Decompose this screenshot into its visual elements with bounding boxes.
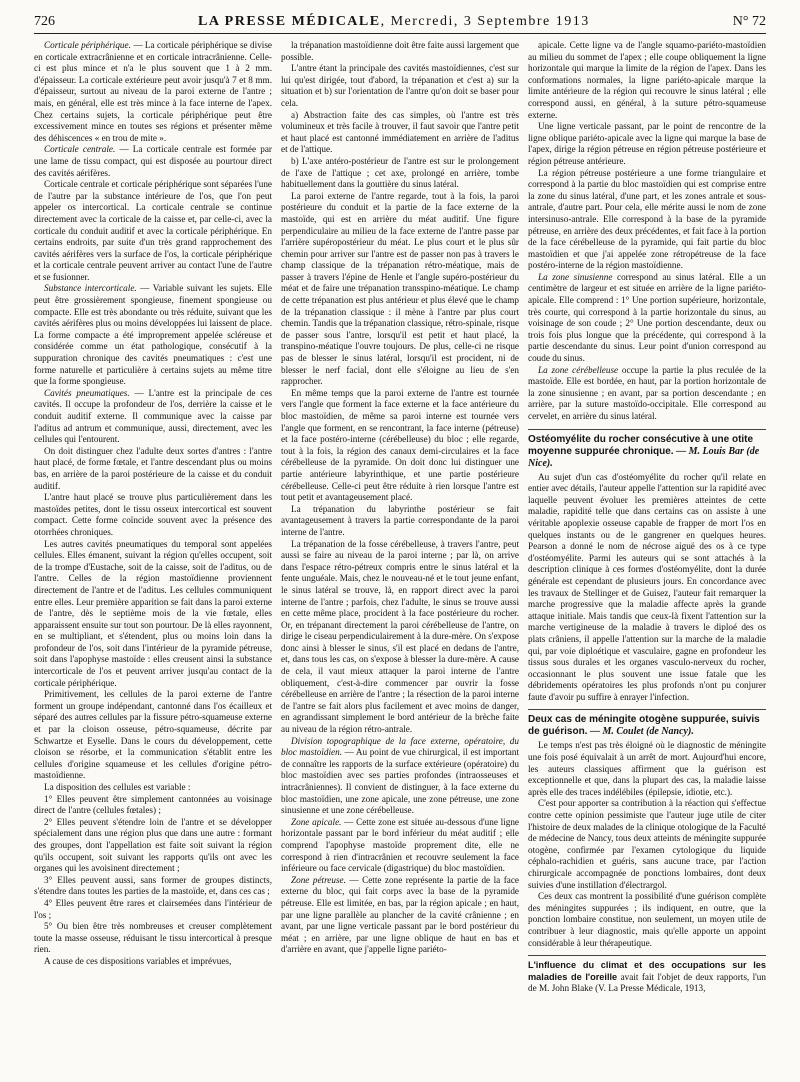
paragraph-text: Une ligne verticale passant, par le point de rencontre de la ligne oblique pariéto-apicale avec la ligne qui marque la base de l'apex, dirige la région pétreuse en région pétreuse postérieure et région pétreuse antérieure. bbox=[528, 121, 766, 166]
paragraph-text: Corticale centrale et corticale périphérique sont séparées l'une de l'autre par la substance intérieure de l'os, que l'on peut appeler os intercortical. La corticale centrale se continue directement avec la corticale de la caisse et, par celle-ci, avec la corticale du conduit auditif et avec la corticale périphérique. En certains endroits, par suite d'un très grand rapprochement des cavités aérifères vers la surface de l'os, la corticale périphérique et la corticale centrale peuvent arriver au contact l'une de l'autre et se fusionner. bbox=[34, 179, 272, 282]
paragraph-text: En même temps que la paroi externe de l'antre est tournée vers l'angle que forment la face externe et la face antérieure du bloc mastoïdien, de même sa paroi interne est tournée vers l'angle que forment, en se rencontrant, la face interne (pétreuse) et la face postéro-interne (cérébelleuse) du bloc ; elle regarde, tout à la fois, la région des canaux demi-circulaires et la face cérébelleuse de la pyramide. On doit donc lui distinguer une partie antérieure labyrinthique, et une partie postérieure cérébelleuse. Celle-ci peut être réduite à rien lorsque l'antre est tout petit et avantageusement placé. bbox=[281, 387, 519, 503]
paragraph-text: 3° Elles peuvent aussi, sans former de groupes distincts, s'étendre dans toutes les parties de la mastoïde, et, dans ces cas ; bbox=[34, 874, 272, 897]
paragraph bbox=[34, 782, 272, 794]
paragraph-text: b) L'axe antéro-postérieur de l'antre est sur le prolongement de l'axe de l'attique ; cet axe, prolongé en arrière, tombe habituellement dans la gouttière du sinus latéral. bbox=[281, 155, 519, 190]
paragraph-text: — La corticale centrale est formée par une lame de tissu compact, qui est disposée au pourtour direct des cavités aérifères. bbox=[34, 144, 272, 178]
paragraph bbox=[34, 388, 272, 446]
paragraph bbox=[281, 817, 519, 875]
paragraph bbox=[281, 736, 519, 817]
paragraph: C'est pour apporter sa contribution à la réaction qui s'effectue contre cette opinion pessimiste que l'auteur juge utile de citer l'histoire de deux malades de la clinique otologique de la Faculté de médecine de Nancy, tous deux atteints de méningite suppurée otogène, confirmée par l'examen cytologique du liquide céphalo-rachidien et guéris, sans aucune trace, par l'action chirurgicale accompagnée de ponctions lombaires, dont deux suivies d'une instillation d'électrargol. bbox=[528, 798, 766, 890]
paragraph bbox=[528, 40, 766, 121]
paragraph bbox=[281, 504, 519, 539]
paragraph bbox=[281, 110, 519, 156]
paragraph bbox=[281, 191, 519, 388]
publication-name: LA PRESSE MÉDICALE bbox=[198, 14, 381, 29]
paragraph bbox=[281, 875, 519, 956]
paragraph bbox=[34, 492, 272, 538]
paragraph bbox=[34, 794, 272, 817]
paragraph bbox=[281, 40, 519, 63]
paragraph-text: — Au point de vue chirurgical, il est important de connaître les rapports de la surface extérieure (opératoire) du bloc mastoïdien avec ses parties profondes (intraosseuses et intracrâniennes). Il convient de distinguer, à la face externe du bloc mastoïdien, une zone apicale, une zone pétreuse, une zone sinusienne et une zone cérébelleuse. bbox=[281, 747, 519, 816]
paragraph bbox=[34, 817, 272, 875]
paragraph-text: Les autres cavités pneumatiques du temporal sont appelées cellules. Elles émanent, suivant la région qu'elles occupent, soit de la trompe d'Eustache, soit de la caisse, soit de l'aditus, ou de l'antre. Celles de la région mastoïdienne proviennent directement de l'antre et de l'aditus. Les cellules communiquent entre elles. Leur première apparition se fait dans la paroi externe de l'antre, dès le septième mois de la vie fœtale, elles apparaissent ensuite sur tout son pourtour. De là elles rayonnent, en se multipliant, et s'étendent, plus ou moins loin dans la profondeur de l'os, soit dans l'intérieur de la pyramide pétreuse, soit dans l'apophyse mastoïde : elles creusent ainsi la substance intercorticale de l'os et peuvent arriver jusqu'au contact de la corticale périphérique. bbox=[34, 538, 272, 688]
paragraph-text: occupe la partie la plus reculée de la mastoïde. Elle est bordée, en haut, par la portion horizontale de la zone sinusienne ; en avant, par sa portion descendante ; en arrière, par la suture mastoïdo-occipitale. Elle correspond au cervelet, en arrière du sinus latéral. bbox=[528, 364, 766, 421]
paragraph-text: — La corticale périphérique se divise en corticale extracrânienne et en corticale intracrânienne. Celle-ci est plus mince et n'a le plus souvent que 1 à 2 mm. d'épaisseur. La corticale extérieure peut avoir jusqu'à 7 et 8 mm. d'épaisseur, surtout au niveau de la paroi externe de l'antre ; mais, en général, elle est très mince à la face interne de l'apex. Chez certains sujets, la corticale périphérique peut être excessivement mince en toutes ses régions et présenter même des déhiscences « en trou de mite ». bbox=[34, 40, 272, 143]
paragraph-text: 2° Elles peuvent s'étendre loin de l'antre et se développer spécialement dans une région plus que dans une autre : formant des groupes, dont l'appellation est faite soit suivant la région qu'ils occupent, soit suivant les rapports qu'ils ont avec les organes qui les avoisinent directement ; bbox=[34, 816, 272, 874]
paragraph-lead: Cavités pneumatiques. bbox=[44, 387, 130, 398]
paragraph-text: correspond au sinus latéral. Elle a un centimètre de largeur et est située en arrière de la ligne pariéto-apicale. Elle comprend : 1° Une portion supérieure, horizontale, très courte, qui correspond à la partie horizontale du sinus, au voisinage de son coude ; 2° Une portion descendante, deux ou trois fois plus longue que la précédente, qui correspond à la partie descendante du sinus. Leur point d'union correspond au coude du sinus. bbox=[528, 271, 766, 364]
paragraph-text: a) Abstraction faite des cas simples, où l'antre est très volumineux et très facile à trouver, il faut savoir que l'antre petit et haut placé est cantonné immédiatement en arrière de l'aditus et de l'attique. bbox=[281, 109, 519, 155]
paragraph-lead: Corticale centrale. bbox=[44, 144, 116, 155]
paragraph-lead: Substance intercorticale. bbox=[44, 283, 137, 294]
paragraph-lead: La zone sinusienne bbox=[538, 271, 613, 282]
paragraph-text: la trépanation mastoïdienne doit être faite aussi largement que possible. bbox=[281, 40, 519, 62]
text-columns bbox=[34, 40, 766, 1080]
issue-date: Mercredi, 3 Septembre 1913 bbox=[390, 14, 590, 29]
paragraph-text: — Variable suivant les sujets. Elle peut être grossièrement spongieuse, finement spongieuse ou compacte. Elle est très abondante ou très réduite, suivant que les cavités aérifères plus ou moins développées lui laissent de place. La forme compacte a été improprement appelée scléreuse et considérée comme un état pathologique, consécutif à la suppuration chronique des cavités pneumatiques : c'est une forme naturelle et particulière à certains sujets au même titre que la forme spongieuse. bbox=[34, 283, 272, 387]
paragraph-text: La trépanation du labyrinthe postérieur se fait avantageusement à travers la partie correspondante de la paroi interne de l'antre. bbox=[281, 503, 519, 537]
paragraph bbox=[281, 156, 519, 191]
paragraph-text: On doit distinguer chez l'adulte deux sortes d'antres : l'antre haut placé, de forme fœtale, et l'antre descendant plus ou moins bas, en arrière de la paroi postérieure de la caisse et du conduit auditif. bbox=[34, 445, 272, 491]
paragraph-text: Primitivement, les cellules de la paroi externe de l'antre forment un groupe indépendant, cantonné dans l'os écailleux et séparé des autres cellules par la fissure pétro-squameuse externe et par la cloison osseuse, pétro-squameuse, décrite par Schwartze et Eyselle. Dans le cours du développement, cette cloison se résorbe, et la communication s'établit entre les cellules d'origine squameuse et les cellules d'origine pétro-mastoïdienne. bbox=[34, 689, 272, 781]
column-3 bbox=[528, 40, 766, 1080]
article-author: — M. Louis Bar (de Nice). bbox=[528, 445, 760, 469]
paragraph bbox=[34, 179, 272, 283]
paragraph-text: A cause de ces dispositions variables et imprévues, bbox=[44, 955, 232, 966]
column-1 bbox=[34, 40, 272, 1080]
paragraph-text: 1° Elles peuvent être simplement cantonnées au voisinage direct de l'antre (cellules fœtales) ; bbox=[34, 793, 272, 816]
paragraph bbox=[34, 898, 272, 921]
running-title: LA PRESSE MÉDICALE, Mercredi, 3 Septembre 1913 bbox=[198, 14, 590, 29]
issue-number: N° 72 bbox=[732, 14, 766, 29]
paragraph bbox=[34, 921, 272, 956]
paragraph: Ces deux cas montrent la possibilité d'une guérison complète des méningites suppurées ; ils indiquent, en outre, que la ponction lombaire constitue, non seulement, un moyen utile de contribuer à leur diagnostic, mais qu'elle apporte un appoint considérable à leur thérapeutique. bbox=[528, 891, 766, 948]
paragraph: Au sujet d'un cas d'ostéomyélite du rocher qu'il relate en entier avec détails, l'auteur appelle l'attention sur la rapidité avec laquelle peuvent évoluer les premières atteintes de cette maladie, rapidité telle que dans certains cas on assiste à une véritable apoplexie osseuse capable de frapper de mort l'os en quelques instants ou de le gangrener en quelques heures. Pearson a donné le nom de nécrose aiguë des os à ce type d'ostéomyélite. Parmi les auteurs qui se sont attachés à la description clinique à ces formes d'ostéomyélite, dont la durée générale est cependant de plusieurs jours. En concordance avec les travaux de Stellinger et de Guisez, l'auteur fait remarquer la marche progressive que la maladie affecte après la grande attaque initiale. Mais tandis que ceux-là fixent l'attention sur la marche vertigineuse de la maladie à travers le diploé des os plats crâniens, il appelle l'attention sur la marche de la maladie qui, par voie diploétique et vasculaire, gagne en profondeur les tissus sous durales et les organes vasculo-nerveux du rocher, occasionnant le plus souvent une issue fatale que les débridements opératoires les plus profonds n'ont pu conjurer faute d'avoir pu suffire à enrayer l'infection. bbox=[528, 471, 766, 702]
page-number: 726 bbox=[34, 14, 55, 29]
paragraph bbox=[281, 388, 519, 504]
paragraph-text: 5° Ou bien être très nombreuses et creuser complètement toute la masse osseuse, réduisant le tissu intercortical à presque rien. bbox=[34, 921, 272, 955]
paragraph bbox=[34, 40, 272, 144]
paragraph: L'influence du climat et des occupations sur les maladies de l'oreille avait fait l'objet de deux rapports, l'un de M. John Blake (V. La Presse Médicale, 1913, bbox=[528, 960, 766, 994]
paragraph-lead: Zone apicale. bbox=[291, 816, 342, 827]
paragraph bbox=[528, 272, 766, 365]
paragraph-text: L'antre haut placé se trouve plus particulièrement dans les mastoïdes petites, dont le tissu osseux intercortical est souvent compact. Cette forme coïncide souvent avec la présence des otorrhées chroniques. bbox=[34, 492, 272, 537]
paragraph: Le temps n'est pas très éloigné où le diagnostic de méningite une fois posé équivalait à un arrêt de mort. Aujourd'hui encore, les auteurs classiques affirment que la guérison est exceptionnelle et que, dans la plupart des cas, la maladie laisse après elle des traces indélébiles (épilepsie, idiotie, etc.). bbox=[528, 740, 766, 797]
paragraph bbox=[528, 168, 766, 272]
page-header bbox=[34, 14, 766, 34]
paragraph-text: apicale. Cette ligne va de l'angle squamo-pariéto-mastoïdien au milieu du sommet de l'apex ; elle coupe obliquement la ligne horizontale qui marque la limite de la région de l'apex. Dans les conformations normales, la ligne pariéto-apicale marque la limite antérieure de la région qui recouvre le sinus latéral ; elle correspond aussi, en général, à la suture pétro-squameuse externe. bbox=[528, 40, 766, 120]
article-title: Deux cas de méningite otogène suppurée, suivis de guérison. — M. Coulet (de Nancy). bbox=[528, 714, 760, 738]
article-meningite bbox=[528, 709, 766, 949]
article-author: — M. Coulet (de Nancy). bbox=[587, 726, 694, 738]
paragraph-text: — L'antre est la principale de ces cavités. Il occupe la profondeur de l'os, derrière la caisse et le conduit auditif externe. Il communique avec la caisse par l'aditus ad antrum et communique, aussi, directement, avec les cellules qui l'entourent. bbox=[34, 387, 272, 445]
paragraph bbox=[281, 539, 519, 736]
paragraph bbox=[34, 446, 272, 492]
paragraph bbox=[281, 63, 519, 109]
column-2 bbox=[281, 40, 519, 1080]
paragraph-text: — Cette zone est située au-dessous d'une ligne horizontale passant par le bord inférieur du méat auditif ; elle comprend l'apophyse mastoïde proprement dite, elle ne correspond à rien d'intracrânien et recouvre seulement la face inférieure ou face cervicale (digastrique) du bloc mastoïdien. bbox=[281, 816, 519, 874]
article-climat bbox=[528, 955, 766, 995]
paragraph-text: — Cette zone représente la partie de la face externe du bloc, qui fait corps avec la base de la pyramide pétreuse. Elle est limitée, en bas, par la région apicale ; en haut, par une ligne parallèle au plancher de la cavité crânienne ; en avant, par une ligne verticale passant par le bord postérieur du méat ; en arrière, par une ligne oblique de haut en bas et d'arrière en avant, que j'appelle ligne pariéto- bbox=[281, 874, 519, 955]
paragraph bbox=[34, 956, 272, 968]
paragraph-lead: Corticale périphérique. bbox=[44, 40, 131, 50]
paragraph-lead: Division topographique de la face externe, opératoire, du bloc mastoïdien. bbox=[281, 735, 519, 758]
paragraph-lead: La zone cérébelleuse bbox=[538, 364, 619, 375]
paragraph-lead: Zone pétreuse. bbox=[291, 874, 346, 885]
paragraph bbox=[34, 875, 272, 898]
paragraph-text: La trépanation de la fosse cérébelleuse, à travers l'antre, peut aussi se faire au niveau de la paroi interne ; par là, on arrive dans l'espace rétro-pétreux compris entre le sinus latéral et la fente unguéale. Mais, chez le nouveau-né et le tout jeune enfant, le sinus latéral se trouve, là, en rapport direct avec la paroi interne de l'antre ; parfois, chez l'adulte, le sinus se trouve aussi en cette même place, procident à la face postérieure du rocher. Or, en trépanant directement la paroi cérébelleuse de l'antre, on dirige le ciseau perpendiculairement à la dure-mère. On s'expose donc ainsi à blesser le sinus, s'il est placé en dedans de l'antre, et, dans tous les cas, on s'expose à blesser la dure-mère. A cause de cela, il vaut mieux attaquer la paroi interne de l'antre obliquement, c'est-à-dire commencer par ouvrir la fosse cérébelleuse en arrière de l'antre ; la résection de la paroi interne de l'antre se fait alors plus facilement et avec moins de danger, en agrandissant simplement le bord antérieur de la brèche faite au niveau de la région rétro-antrale. bbox=[281, 538, 519, 735]
paragraph-text: L'antre étant la principale des cavités mastoïdiennes, c'est sur lui qu'est dirigée, tout d'abord, la trépanation et c'est a) sur la situation et b) sur l'orientation de l'antre qu'on doit se baser pour cela. bbox=[281, 63, 519, 108]
paragraph bbox=[34, 144, 272, 179]
paragraph bbox=[34, 539, 272, 690]
paragraph-text: La paroi externe de l'antre regarde, tout à la fois, la paroi postérieure du conduit et la partie de la face externe de la mastoïde, qui est en arrière du méat auditif. Une figure perpendiculaire au milieu de la face externe de l'antre passe par l'arrière supéropostérieur du méat. Le plus court et le plus sûr chemin pour arriver sur l'antre est de passer non pas à travers le champ classique de la trépanation rétro-méatique, mais de passer à travers l'épine de Henle et l'angle supéro-postérieur du méat et de faire une trépanation transspino-méatique. Le champ de cette trépanation est plus antérieur et plus élevé que le champ de la trépanation classique : il mène à l'antre par plus court chemin. Tandis que la trépanation classique, rétro-spinale, risque de passer sous l'antre, lorsqu'il est petit et haut placé, la transpino-méatique l'ouvre toujours. De plus, celle-ci ne risque pas de blesser le sinus latéral, lorsqu'il est procident, ni de blesser le nerf facial, dont elle s'éloigne au lieu de s'en rapprocher. bbox=[281, 190, 519, 387]
paragraph-text: La disposition des cellules est variable : bbox=[44, 782, 191, 792]
article-osteomyelite bbox=[528, 429, 766, 704]
paragraph-text: La région pétreuse postérieure a une forme triangulaire et correspond à la partie du bloc mastoïdien qui est comprise entre la zone du sinus latéral, d'une part, et les zones antrale et sous-antrale, d'autre part. Pour cela, elle mérite aussi le nom de zone intersinuso-antrale. Elle correspond à la base de la pyramide pétreuse, en arrière des deux précédentes, et fait face à la portion de la face cérébelleuse de la pyramide, qui fait partie du bloc mastoïdien et que j'ai appelée zone rétropétreuse de la face postéro-interne de la région mastoïdienne. bbox=[528, 167, 766, 271]
paragraph-text: 4° Elles peuvent être rares et clairsemées dans l'intérieur de l'os ; bbox=[34, 897, 272, 920]
paragraph bbox=[528, 121, 766, 167]
paragraph bbox=[528, 365, 766, 423]
article-title: Ostéomyélite du rocher consécutive à une otite moyenne suppurée chronique. — M. Louis Bar (de Nice). bbox=[528, 433, 760, 469]
paragraph bbox=[34, 283, 272, 387]
paragraph bbox=[34, 689, 272, 782]
